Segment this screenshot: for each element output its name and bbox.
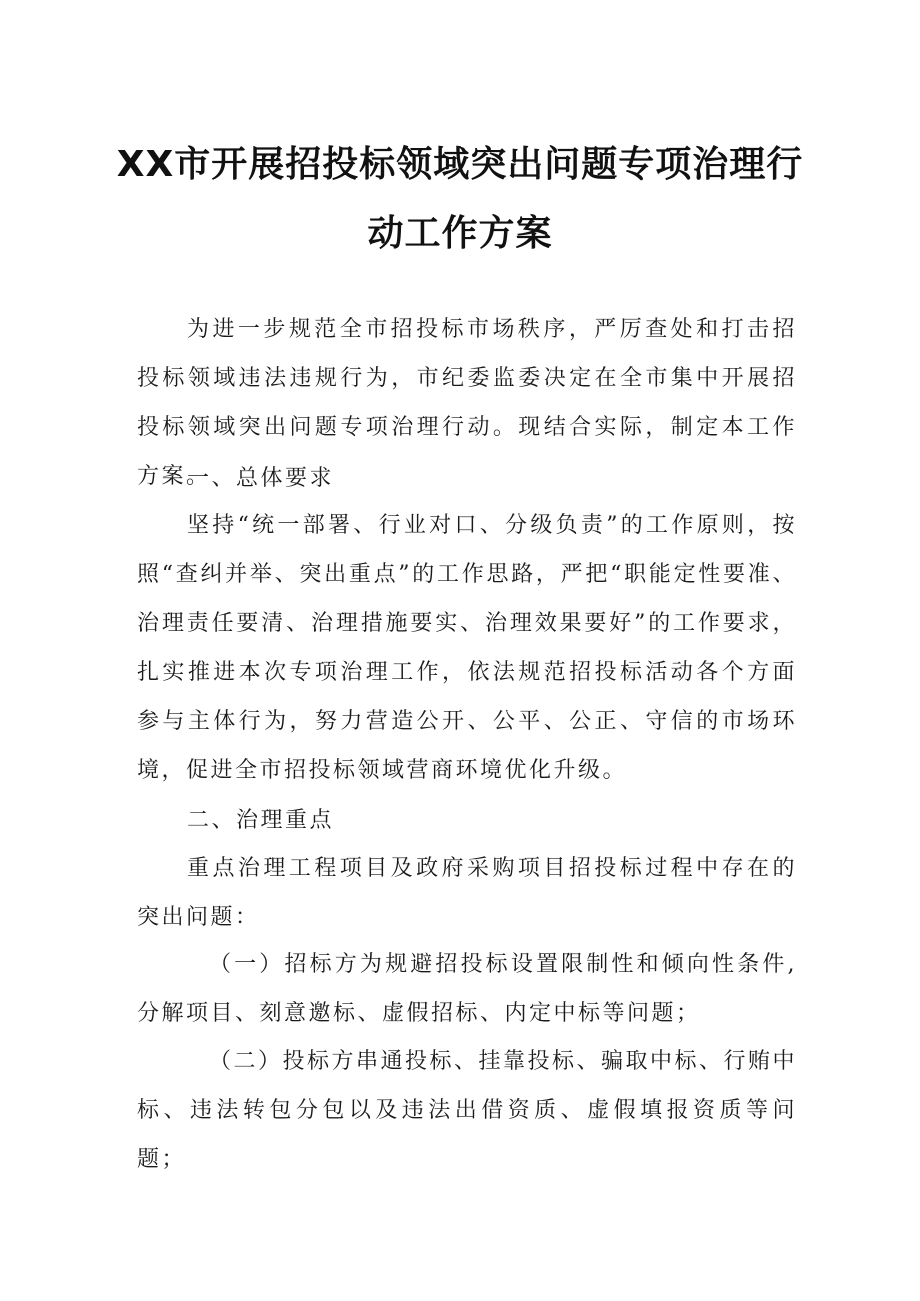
section-1-paragraph: 坚持“统一部署、行业对口、分级负责”的工作原则，按照“查纠并举、突出重点”的工作思路，严把“职能定性要准、治理责任要清、治理措施要实、治理效果要好”的工作要求，扎实推进本次专项治理工作，依法规范招投标活动各个方面参与主体行为，努力营造公开、公平、公正、守信的市场环境，促进全市招投标领域营商环境优化升级。 bbox=[137, 513, 797, 783]
section-2-paragraph: 重点治理工程项目及政府采购项目招投标过程中存在的突出问题： bbox=[137, 856, 797, 930]
intro-paragraph: 为进一步规范全市招投标市场秩序，严厉查处和打击招投标领域违法违规行为，市纪委监委决定在全市集中开展招投标领域突出问题专项治理行动。现结合实际，制定本工作方案。 bbox=[137, 317, 797, 489]
section-2-item-2: （二）投标方串通投标、挂靠投标、骗取中标、行贿中标、违法转包分包以及违法出借资质、虚假填报资质等问题； bbox=[137, 1049, 798, 1172]
document-title-line-1: XX市开展招投标领域突出问题专项治理行 bbox=[116, 144, 804, 185]
section-2-item-1: （一）招标方为规避招投标设置限制性和倾向性条件,分解项目、刻意邀标、虚假招标、内定中标等问题； bbox=[137, 952, 797, 1026]
section-1-heading: 一、总体要求 bbox=[187, 466, 335, 491]
section-2-heading: 二、治理重点 bbox=[187, 808, 335, 833]
document-title-line-2: 动工作方案 bbox=[367, 213, 553, 254]
